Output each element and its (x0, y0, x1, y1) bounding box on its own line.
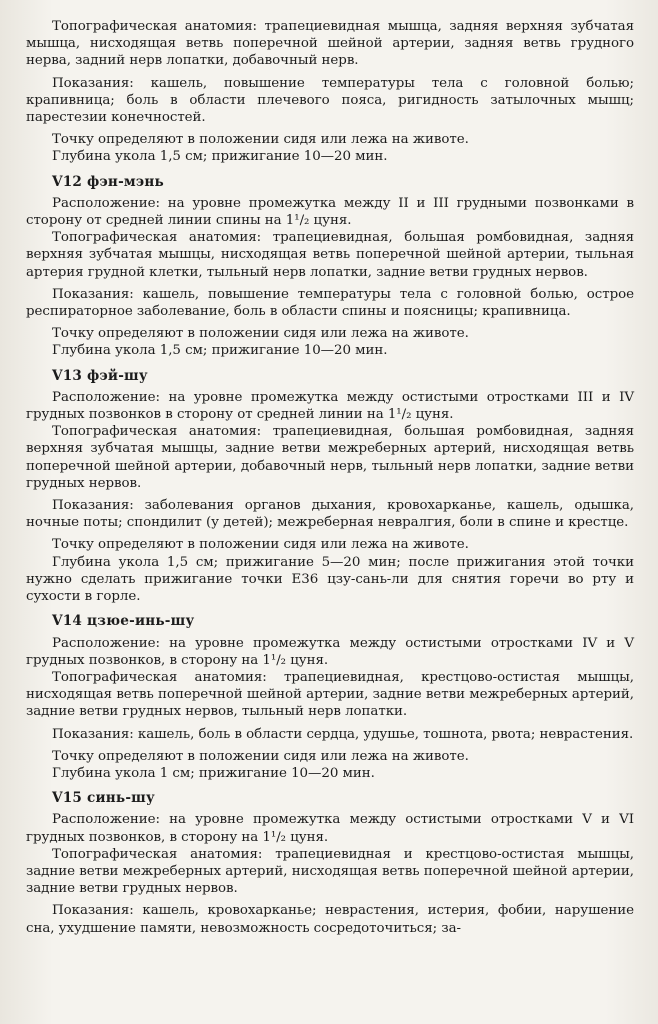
section-heading: V14 цзюе-инь-шу (52, 613, 195, 630)
paragraph: Точку определяют в положении сидя или лежа на животе. (52, 132, 469, 148)
paragraph: Глубина укола 1,5 см; прижигание 5—20 мин; после прижигания этой точки нужно сделать прижигание точки Е36 цзу-сань-ли для снятия горечи во рту и сухости в горле. (26, 554, 634, 605)
paragraph: Глубина укола 1,5 см; прижигание 10—20 мин. (52, 343, 388, 359)
paragraph: Точку определяют в положении сидя или лежа на животе. (52, 748, 469, 764)
paragraph: Расположение: на уровне промежутка между остистыми отростками IV и V грудных позвонков, в сторону на 1¹/₂ цуня. (26, 635, 634, 668)
paragraph: Расположение: на уровне промежутка между остистыми отростками V и VI грудных позвонков, в сторону на 1¹/₂ цуня. (26, 812, 634, 845)
paragraph: Топографическая анатомия: трапециевидная, большая ромбовидная, задняя верхняя зубчатая мышцы, задние ветви межреберных артерий, нисходящая ветвь поперечной шейной артерии, добавочный нерв, тыльный нерв лопатки, задние ветви грудных нервов. (26, 424, 634, 491)
paragraph: Точку определяют в положении сидя или лежа на животе. (52, 326, 469, 342)
section-heading: V13 фэй-шу (52, 367, 148, 384)
paragraph: Топографическая анатомия: трапециевидная, большая ромбовидная, задняя верхняя зубчатая мышцы, нисходящая ветвь поперечной шейной артерии, тыльная артерия грудной клетки, тыльный нерв лопатки, задние ветви грудных нервов. (26, 230, 634, 280)
paragraph: Показания: заболевания органов дыхания, кровохарканье, кашель, одышка, ночные поты; спондилит (у детей); межреберная невралгия, боли в спине и крестце. (26, 498, 634, 531)
paragraph: Показания: кашель, повышение температуры тела с головной болью; крапивница; боль в области плечевого пояса, ригидность затылочных мышц; парестезии конечностей. (26, 75, 634, 126)
section-heading: V12 фэн-мэнь (52, 173, 164, 190)
paragraph: Топографическая анатомия: трапециевидная, крестцово-остистая мышцы, нисходящая ветвь поперечной шейной артерии, задние ветви межреберных артерий, задние ветви грудных нервов, тыльный нерв лопатки. (26, 669, 634, 720)
page-text (26, 18, 634, 937)
paragraph: Топографическая анатомия: трапециевидная мышца, задняя верхняя зубчатая мышца, нисходящая ветвь поперечной шейной артерии, задняя ветвь грудного нерва, задний нерв лопатки, добавочный нерв. (26, 19, 634, 69)
paragraph: Показания: кашель, боль в области сердца, удушье, тошнота, рвота; неврастения. (52, 726, 634, 742)
paragraph: Топографическая анатомия: трапециевидная и крестцово-остистая мышцы, задние ветви межреберных артерий, нисходящая ветвь поперечной шейной артерии, задние ветви грудных нервов. (26, 846, 634, 897)
paragraph: Глубина укола 1,5 см; прижигание 10—20 мин. (52, 149, 388, 165)
paragraph: Расположение: на уровне промежутка между остистыми отростками III и IV грудных позвонков в сторону от средней линии на 1¹/₂ цуня. (26, 389, 634, 423)
paragraph: Глубина укола 1 см; прижигание 10—20 мин. (52, 765, 375, 781)
section-heading: V15 синь-шу (52, 790, 155, 807)
paragraph: Расположение: на уровне промежутка между II и III грудными позвонками в сторону от средней линии спины на 1¹/₂ цуня. (26, 195, 634, 229)
paragraph: Точку определяют в положении сидя или лежа на животе. (52, 537, 469, 553)
paragraph: Показания: кашель, повышение температуры тела с головной болью, острое респираторное заболевание, боль в области спины и поясницы; крапивница. (26, 286, 634, 320)
paragraph: Показания: кашель, кровохарканье; неврастения, истерия, фобии, нарушение сна, ухудшение памяти, невозможность сосредоточиться; за- (26, 903, 634, 936)
